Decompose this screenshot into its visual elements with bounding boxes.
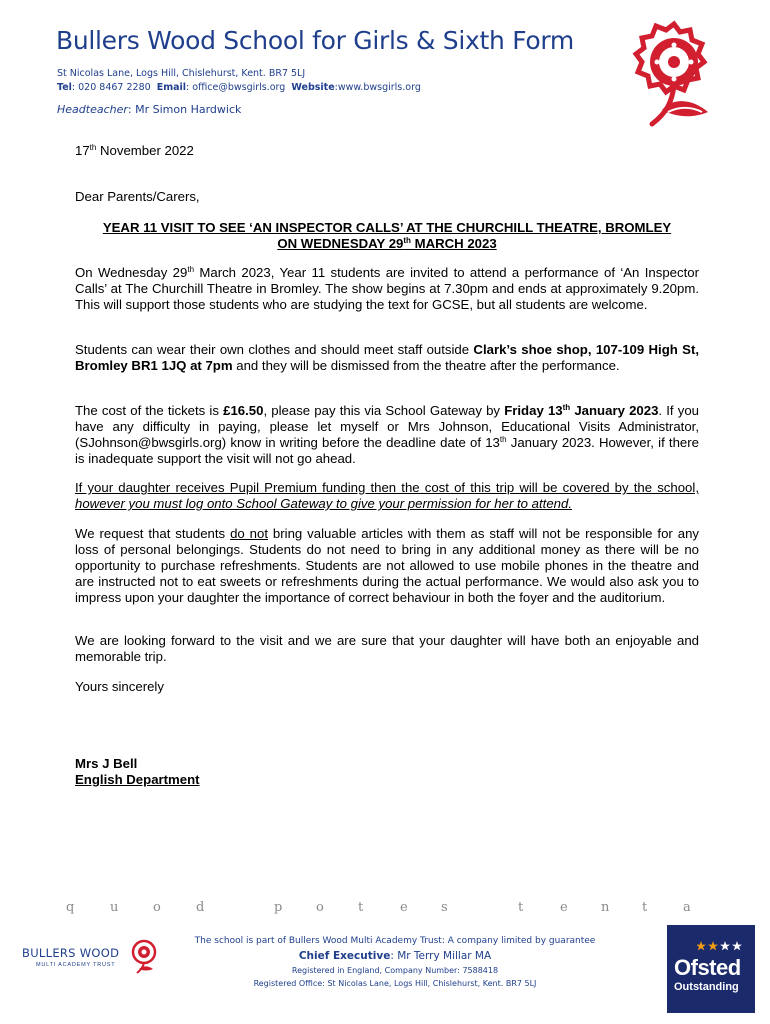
headteacher-value: : Mr Simon Hardwick	[127, 103, 242, 116]
headteacher-label: Headteacher	[57, 103, 128, 116]
trust-rose-icon	[130, 938, 158, 974]
email-value[interactable]: : office@bwsgirls.org	[186, 82, 286, 93]
footer-registered-office: Registered Office: St Nicolas Lane, Logs Hill, Chislehurst, Kent. BR7 5LJ	[253, 979, 537, 988]
meeting-point: Clark’s shoe shop, 107-109 High St, Bromley BR1 1JQ at 7pm	[75, 342, 699, 373]
ticket-price: £16.50	[223, 403, 264, 418]
paragraph-cost: The cost of the tickets is £16.50, please pay this via School Gateway by Friday 13th January 2023. If you have any difficulty in paying, please let myself or Mrs Johnson, Educational Visits Administrator, (SJohnson@bwsgirls.org) know in writing before the deadline date of 13th January 2023. However, if there is inadequate support the visit will not go ahead.	[75, 403, 699, 466]
paragraph-visit: On Wednesday 29th March 2023, Year 11 students are invited to attend a performance of ‘An Inspector Calls’ at The Churchill Theatre in Bromley. The show begins at 7.30pm and ends at approximately 9.20pm. This will support those students who are studying the text for GCSE, but all students are welcome.	[75, 265, 699, 312]
website-label: Website	[291, 82, 335, 93]
footer-trust-line: The school is part of Bullers Wood Multi Academy Trust: A company limited by guarantee	[194, 936, 596, 946]
salutation: Dear Parents/Carers,	[75, 189, 200, 204]
contact-line	[57, 82, 421, 93]
tel-label: Tel	[57, 82, 72, 93]
trust-logo-name: BULLERS WOOD	[22, 946, 120, 960]
ofsted-stars-icon	[697, 941, 745, 953]
school-name: Bullers Wood School for Girls & Sixth Form	[56, 26, 574, 55]
payment-deadline: Friday 13th January 2023	[504, 403, 659, 418]
ofsted-name: Ofsted	[674, 955, 741, 980]
paragraph-closing: We are looking forward to the visit and we are sure that your daughter will have both an enjoyable and memorable trip.	[75, 633, 699, 664]
trust-logo	[22, 938, 172, 978]
ofsted-badge	[667, 925, 755, 1013]
ofsted-rating: Outstanding	[674, 981, 739, 993]
website-value[interactable]: :www.bwsgirls.org	[334, 82, 421, 93]
signature-block	[75, 756, 699, 788]
headteacher-line	[57, 103, 241, 116]
signatory-name: Mrs J Bell	[75, 756, 138, 771]
paragraph-meeting: Students can wear their own clothes and should meet staff outside Clark’s shoe shop, 107-109 High St, Bromley BR1 1JQ at 7pm and they will be dismissed from the theatre after the performance.	[75, 342, 699, 373]
footer-ceo-line: Chief Executive: Mr Terry Millar MA	[298, 950, 492, 962]
footer-company-number: Registered in England, Company Number: 7588418	[291, 966, 499, 975]
letter-title: YEAR 11 VISIT TO SEE ‘AN INSPECTOR CALLS’ AT THE CHURCHILL THEATRE, BROMLEY ON WEDNESDAY 29th MARCH 2023	[102, 220, 672, 251]
school-crest-rose-icon	[622, 14, 726, 134]
closing: Yours sincerely	[75, 679, 164, 694]
trust-logo-subtitle: MULTI ACADEMY TRUST	[36, 962, 116, 968]
signatory-department: English Department	[75, 772, 200, 787]
email-label: Email	[156, 82, 187, 93]
paragraph-conduct: We request that students do not bring valuable articles with them as staff will not be responsible for any loss of personal belongings. Students do not need to bring in any additional money as there will be no opportunity to purchase refreshments. Students are not allowed to use mobile phones in the theatre and are instructed not to eat sweets or refreshments during the actual performance. We would also ask you to impress upon your daughter the importance of correct behaviour in both the foyer and the auditorium.	[75, 526, 700, 605]
school-address: St Nicolas Lane, Logs Hill, Chislehurst, Kent. BR7 5LJ	[57, 68, 306, 79]
tel-value: : 020 8467 2280	[71, 82, 151, 93]
letter-date: 17th November 2022	[75, 143, 194, 158]
paragraph-pupil-premium: If your daughter receives Pupil Premium funding then the cost of this trip will be covered by the school, however you must log onto School Gateway to give your permission for her to attend.	[75, 480, 699, 511]
